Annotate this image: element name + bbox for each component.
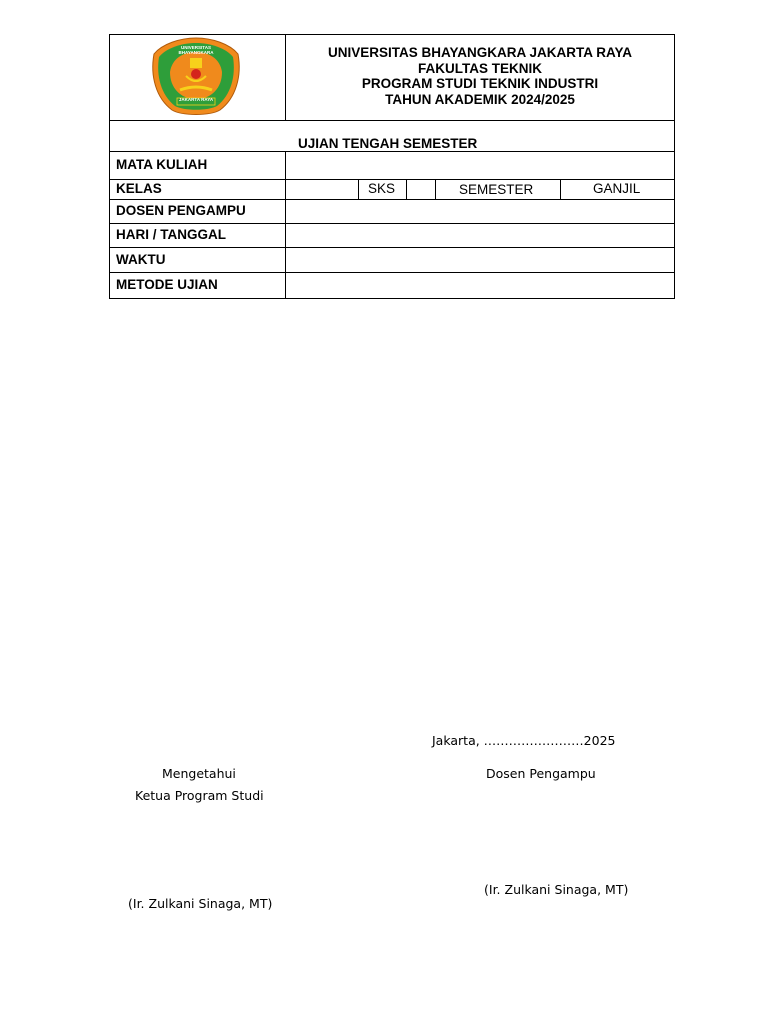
faculty-name: FAKULTAS TEKNIK <box>418 60 542 76</box>
right-signature-label: Dosen Pengampu <box>486 766 596 781</box>
label-dosen-pengampu: DOSEN PENGAMPU <box>116 203 246 218</box>
logo-text-top: UNIVERSITAS BHAYANGKARA <box>178 45 214 55</box>
program-name: PROGRAM STUDI TEKNIK INDUSTRI <box>361 76 599 91</box>
right-signature-name: (Ir. Zulkani Sinaga, MT) <box>484 882 629 897</box>
label-semester: SEMESTER <box>459 182 534 197</box>
label-mata-kuliah: MATA KULIAH <box>116 157 208 172</box>
label-sks: SKS <box>368 181 396 196</box>
university-name: UNIVERSITAS BHAYANGKARA JAKARTA RAYA <box>327 45 633 60</box>
semester-value: GANJIL <box>593 181 641 196</box>
place-date: Jakarta, ……………………2025 <box>432 733 616 748</box>
left-signature-name: (Ir. Zulkani Sinaga, MT) <box>128 896 273 911</box>
university-logo <box>150 36 242 118</box>
academic-year: TAHUN AKADEMIK 2024/2025 <box>385 91 575 107</box>
institution-header <box>286 45 674 107</box>
label-hari-tanggal: HARI / TANGGAL <box>116 227 226 242</box>
label-waktu: WAKTU <box>116 252 166 267</box>
exam-title: UJIAN TENGAH SEMESTER <box>298 136 478 151</box>
label-kelas: KELAS <box>116 181 162 196</box>
left-signature-label-2: Ketua Program Studi <box>135 788 264 803</box>
left-signature-label-1: Mengetahui <box>162 766 236 781</box>
logo-text-bottom: JAKARTA RAYA <box>178 97 214 102</box>
label-metode-ujian: METODE UJIAN <box>116 277 218 292</box>
